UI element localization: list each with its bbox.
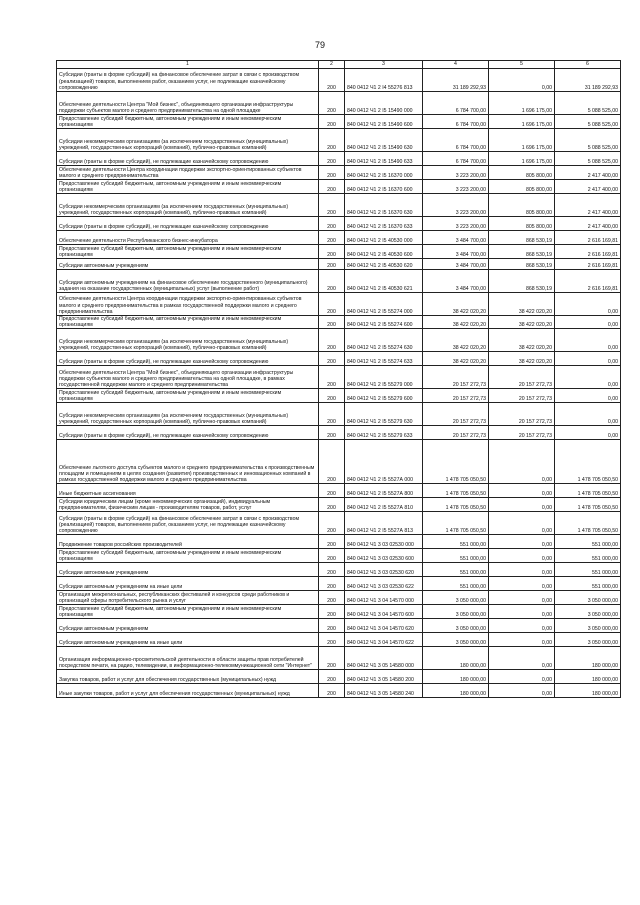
cell-c: 2 417 400,00	[555, 217, 621, 231]
cell-kbk: 840 0412 Ч1 2 I5 15490 600	[345, 115, 423, 129]
cell-c: 2 616 169,81	[555, 270, 621, 293]
cell-b: 805 800,00	[489, 217, 555, 231]
cell-b: 20 157 272,73	[489, 389, 555, 403]
cell-c: 2 616 169,81	[555, 245, 621, 259]
cell-code: 200	[319, 684, 345, 698]
cell-name: Организация информационно-просветительской деятельности в области защиты прав потребителей посредством печати, на радио, телевидении, в информационно-телекоммуникационной сети "Интернет"	[57, 647, 319, 670]
table-row	[57, 535, 621, 549]
cell-code: 200	[319, 352, 345, 366]
cell-c: 2 417 400,00	[555, 194, 621, 217]
cell-kbk: 840 0412 Ч1 3 03 02530 620	[345, 563, 423, 577]
cell-name: Субсидии автономным учреждениям	[57, 619, 319, 633]
cell-name: Субсидии (гранты в форме субсидий), не подлежащие казначейскому сопровождению	[57, 217, 319, 231]
cell-c: 5 088 525,00	[555, 92, 621, 115]
cell-kbk: 840 0412 Ч1 2 I5 55279 630	[345, 403, 423, 426]
cell-name: Субсидии автономным учреждениям на иные цели	[57, 577, 319, 591]
cell-b: 868 530,19	[489, 270, 555, 293]
cell-b: 0,00	[489, 633, 555, 647]
cell-b: 0,00	[489, 605, 555, 619]
cell-code: 200	[319, 217, 345, 231]
cell-a: 551 000,00	[423, 535, 489, 549]
cell-b: 0,00	[489, 591, 555, 605]
table-row	[57, 563, 621, 577]
cell-a: 551 000,00	[423, 577, 489, 591]
cell-a: 180 000,00	[423, 670, 489, 684]
cell-kbk: 840 0412 Ч1 2 I5 5527А 810	[345, 498, 423, 512]
table-row	[57, 647, 621, 670]
cell-name: Субсидии автономным учреждениям на иные цели	[57, 633, 319, 647]
cell-kbk: 840 0412 Ч1 2 I5 40530 621	[345, 270, 423, 293]
table-row	[57, 115, 621, 129]
cell-kbk: 840 0412 Ч1 2 I5 15490 630	[345, 129, 423, 152]
cell-code: 200	[319, 440, 345, 484]
cell-c: 0,00	[555, 389, 621, 403]
cell-name: Предоставление субсидий бюджетным, автономным учреждениям и иным некоммерческим организациям	[57, 605, 319, 619]
page-number: 79	[314, 40, 325, 50]
cell-b: 805 800,00	[489, 194, 555, 217]
cell-c: 0,00	[555, 366, 621, 389]
table-row	[57, 217, 621, 231]
cell-kbk: 840 0412 Ч1 2 I5 55279 600	[345, 389, 423, 403]
cell-c: 551 000,00	[555, 535, 621, 549]
cell-name: Иные бюджетные ассигнования	[57, 484, 319, 498]
cell-kbk: 840 0412 Ч1 3 04 14570 600	[345, 605, 423, 619]
cell-code: 200	[319, 366, 345, 389]
cell-a: 6 784 700,00	[423, 129, 489, 152]
cell-b: 20 157 272,73	[489, 426, 555, 440]
cell-a: 1 478 705 050,50	[423, 512, 489, 535]
cell-c: 2 616 169,81	[555, 259, 621, 270]
cell-kbk: 840 0412 Ч1 2 I5 55274 000	[345, 293, 423, 316]
cell-a: 1 478 705 050,50	[423, 440, 489, 484]
cell-code: 200	[319, 115, 345, 129]
cell-code: 200	[319, 563, 345, 577]
cell-b: 868 530,19	[489, 259, 555, 270]
cell-code: 200	[319, 647, 345, 670]
cell-a: 3 484 700,00	[423, 231, 489, 245]
cell-name: Обеспечение деятельности Центра координации поддержки экспортно-ориентированных субъектов малого и среднего предпринимательства в рамках государственной поддержки малого и среднего предпринимательства	[57, 293, 319, 316]
budget-table	[56, 60, 621, 698]
cell-name: Закупка товаров, работ и услуг для обеспечения государственных (муниципальных) нужд	[57, 670, 319, 684]
cell-kbk: 840 0412 Ч1 2 I5 55274 600	[345, 316, 423, 329]
cell-c: 2 417 400,00	[555, 180, 621, 194]
table-row	[57, 684, 621, 698]
table-row	[57, 152, 621, 166]
cell-code: 200	[319, 69, 345, 92]
column-number: 5	[489, 61, 555, 69]
cell-c: 1 478 705 050,50	[555, 440, 621, 484]
cell-name: Субсидии юридическим лицам (кроме некоммерческих организаций), индивидуальным предпринимателям, физическим лицам - производителям товаров, работ, услуг	[57, 498, 319, 512]
cell-code: 200	[319, 498, 345, 512]
table-row	[57, 194, 621, 217]
cell-c: 31 189 292,93	[555, 69, 621, 92]
cell-a: 38 422 020,20	[423, 293, 489, 316]
cell-code: 200	[319, 245, 345, 259]
cell-name: Субсидии некоммерческим организациям (за исключением государственных (муниципальных) учреждений, государственных корпораций (компаний), публично-правовых компаний)	[57, 403, 319, 426]
cell-c: 5 088 525,00	[555, 129, 621, 152]
cell-c: 2 417 400,00	[555, 166, 621, 180]
cell-a: 20 157 272,73	[423, 389, 489, 403]
cell-kbk: 840 0412 Ч1 3 05 14580 000	[345, 647, 423, 670]
cell-a: 6 784 700,00	[423, 115, 489, 129]
cell-b: 0,00	[489, 619, 555, 633]
cell-name: Субсидии (гранты в форме субсидий), не подлежащие казначейскому сопровождению	[57, 426, 319, 440]
table-row	[57, 605, 621, 619]
cell-name: Субсидии некоммерческим организациям (за исключением государственных (муниципальных) учреждений, государственных корпораций (компаний), публично-правовых компаний)	[57, 129, 319, 152]
table-row	[57, 512, 621, 535]
cell-name: Предоставление субсидий бюджетным, автономным учреждениям и иным некоммерческим организациям	[57, 389, 319, 403]
cell-b: 0,00	[489, 563, 555, 577]
cell-b: 805 800,00	[489, 180, 555, 194]
cell-name: Организация межрегиональных, республиканских фестивалей и конкурсов среди работников и организаций сферы потребительского рынка и услуг	[57, 591, 319, 605]
cell-name: Субсидии (гранты в форме субсидий) на финансовое обеспечение затрат в связи с производством (реализацией) товаров, выполнением работ, оказанием услуг, не подлежащие казначейскому сопровождению	[57, 69, 319, 92]
cell-b: 38 422 020,20	[489, 329, 555, 352]
cell-code: 200	[319, 270, 345, 293]
cell-kbk: 840 0412 Ч1 2 I5 16370 630	[345, 194, 423, 217]
cell-b: 0,00	[489, 512, 555, 535]
cell-b: 0,00	[489, 577, 555, 591]
cell-name: Субсидии (гранты в форме субсидий), не подлежащие казначейскому сопровождению	[57, 352, 319, 366]
cell-name: Предоставление субсидий бюджетным, автономным учреждениям и иным некоммерческим организациям	[57, 245, 319, 259]
cell-a: 20 157 272,73	[423, 403, 489, 426]
cell-name: Продвижение товаров российских производителей	[57, 535, 319, 549]
cell-code: 200	[319, 152, 345, 166]
cell-b: 20 157 272,73	[489, 403, 555, 426]
cell-kbk: 840 0412 Ч1 3 03 02530 622	[345, 577, 423, 591]
cell-c: 0,00	[555, 403, 621, 426]
cell-kbk: 840 0412 Ч1 2 I5 16370 000	[345, 166, 423, 180]
cell-name: Обеспечение деятельности Республиканского бизнес-инкубатора	[57, 231, 319, 245]
cell-name: Обеспечение деятельности Центра "Мой бизнес", объединяющего организации инфраструктуры поддержки субъектов малого и среднего предпринимательства на одной площадке, в рамках государственной поддержки малого и среднего предпринимательства	[57, 366, 319, 389]
cell-kbk: 840 0412 Ч1 3 03 02530 000	[345, 535, 423, 549]
cell-a: 3 223 200,00	[423, 217, 489, 231]
cell-a: 3 484 700,00	[423, 245, 489, 259]
cell-c: 180 000,00	[555, 647, 621, 670]
column-number: 1	[57, 61, 319, 69]
cell-kbk: 840 0412 Ч1 3 04 14570 622	[345, 633, 423, 647]
cell-kbk: 840 0412 Ч1 3 04 14570 620	[345, 619, 423, 633]
cell-c: 0,00	[555, 352, 621, 366]
cell-kbk: 840 0412 Ч1 2 I4 55276 813	[345, 69, 423, 92]
cell-c: 3 050 000,00	[555, 591, 621, 605]
cell-kbk: 840 0412 Ч1 3 05 14580 200	[345, 670, 423, 684]
cell-a: 1 478 705 050,50	[423, 498, 489, 512]
cell-b: 38 422 020,20	[489, 293, 555, 316]
cell-c: 1 478 705 050,50	[555, 512, 621, 535]
table-row	[57, 498, 621, 512]
cell-c: 0,00	[555, 316, 621, 329]
cell-c: 2 616 169,81	[555, 231, 621, 245]
cell-c: 0,00	[555, 426, 621, 440]
cell-a: 551 000,00	[423, 549, 489, 563]
cell-b: 0,00	[489, 670, 555, 684]
cell-b: 38 422 020,20	[489, 352, 555, 366]
cell-name: Предоставление субсидий бюджетным, автономным учреждениям и иным некоммерческим организациям	[57, 180, 319, 194]
cell-kbk: 840 0412 Ч1 2 I5 5527А 000	[345, 440, 423, 484]
table-row	[57, 484, 621, 498]
cell-kbk: 840 0412 Ч1 2 I5 40530 600	[345, 245, 423, 259]
table-row	[57, 670, 621, 684]
cell-b: 0,00	[489, 549, 555, 563]
cell-kbk: 840 0412 Ч1 2 I5 40530 620	[345, 259, 423, 270]
cell-a: 180 000,00	[423, 647, 489, 670]
cell-c: 5 088 525,00	[555, 152, 621, 166]
cell-c: 3 050 000,00	[555, 605, 621, 619]
cell-name: Обеспечение деятельности Центра координации поддержки экспортно-ориентированных субъектов малого и среднего предпринимательства	[57, 166, 319, 180]
cell-a: 180 000,00	[423, 684, 489, 698]
table-row	[57, 166, 621, 180]
cell-name: Субсидии автономным учреждениям	[57, 259, 319, 270]
cell-c: 551 000,00	[555, 577, 621, 591]
cell-b: 0,00	[489, 647, 555, 670]
cell-kbk: 840 0412 Ч1 2 I5 16370 633	[345, 217, 423, 231]
cell-a: 3 223 200,00	[423, 166, 489, 180]
cell-b: 805 800,00	[489, 166, 555, 180]
table-row	[57, 426, 621, 440]
cell-a: 3 050 000,00	[423, 633, 489, 647]
cell-code: 200	[319, 670, 345, 684]
cell-c: 0,00	[555, 329, 621, 352]
cell-code: 200	[319, 535, 345, 549]
cell-name: Субсидии автономным учреждениям на финансовое обеспечение государственного (муниципального) задания на оказание государственных (муниципальных) услуг (выполнение работ)	[57, 270, 319, 293]
cell-code: 200	[319, 577, 345, 591]
cell-a: 3 223 200,00	[423, 194, 489, 217]
cell-code: 200	[319, 316, 345, 329]
cell-code: 200	[319, 426, 345, 440]
cell-code: 200	[319, 591, 345, 605]
cell-code: 200	[319, 259, 345, 270]
cell-b: 0,00	[489, 535, 555, 549]
cell-c: 551 000,00	[555, 549, 621, 563]
table-row	[57, 92, 621, 115]
cell-b: 0,00	[489, 684, 555, 698]
cell-name: Обеспечение льготного доступа субъектов малого и среднего предпринимательства к производственным площадям и помещениям в целях создания (развития) производственных и инновационных компаний в рамках государственной поддержки малого и среднего предпринимательства	[57, 440, 319, 484]
cell-code: 200	[319, 329, 345, 352]
table-row	[57, 440, 621, 484]
table-row	[57, 591, 621, 605]
table-row	[57, 231, 621, 245]
table-row	[57, 352, 621, 366]
cell-kbk: 840 0412 Ч1 2 I5 55274 633	[345, 352, 423, 366]
column-number: 4	[423, 61, 489, 69]
cell-a: 6 784 700,00	[423, 152, 489, 166]
table-row	[57, 270, 621, 293]
table-row	[57, 69, 621, 92]
cell-a: 38 422 020,20	[423, 316, 489, 329]
cell-name: Обеспечение деятельности Центра "Мой бизнес", объединяющего организации инфраструктуры поддержки субъектов малого и среднего предпринимательства на одной площадке	[57, 92, 319, 115]
cell-kbk: 840 0412 Ч1 3 03 02530 600	[345, 549, 423, 563]
cell-kbk: 840 0412 Ч1 2 I5 5527А 813	[345, 512, 423, 535]
cell-name: Субсидии некоммерческим организациям (за исключением государственных (муниципальных) учреждений, государственных корпораций (компаний), публично-правовых компаний)	[57, 194, 319, 217]
cell-a: 38 422 020,20	[423, 352, 489, 366]
cell-a: 3 050 000,00	[423, 605, 489, 619]
cell-code: 200	[319, 129, 345, 152]
table-row	[57, 180, 621, 194]
table-row	[57, 403, 621, 426]
cell-code: 200	[319, 293, 345, 316]
cell-c: 180 000,00	[555, 684, 621, 698]
table-row	[57, 316, 621, 329]
cell-code: 200	[319, 619, 345, 633]
cell-c: 0,00	[555, 293, 621, 316]
cell-kbk: 840 0412 Ч1 2 I5 55279 633	[345, 426, 423, 440]
cell-name: Субсидии (гранты в форме субсидий) на финансовое обеспечение затрат в связи с производством (реализацией) товаров, выполнением работ, оказанием услуг, не подлежащие казначейскому сопровождению	[57, 512, 319, 535]
cell-a: 3 050 000,00	[423, 619, 489, 633]
cell-b: 1 696 175,00	[489, 115, 555, 129]
cell-b: 0,00	[489, 498, 555, 512]
cell-kbk: 840 0412 Ч1 2 I5 15490 633	[345, 152, 423, 166]
cell-a: 6 784 700,00	[423, 92, 489, 115]
table-row	[57, 633, 621, 647]
cell-c: 551 000,00	[555, 563, 621, 577]
cell-code: 200	[319, 512, 345, 535]
cell-code: 200	[319, 231, 345, 245]
cell-c: 1 478 705 050,50	[555, 498, 621, 512]
table-row	[57, 293, 621, 316]
cell-b: 1 696 175,00	[489, 92, 555, 115]
cell-a: 20 157 272,73	[423, 366, 489, 389]
cell-kbk: 840 0412 Ч1 2 I5 5527А 800	[345, 484, 423, 498]
table-row	[57, 329, 621, 352]
cell-kbk: 840 0412 Ч1 2 I5 55274 630	[345, 329, 423, 352]
table-row	[57, 129, 621, 152]
cell-kbk: 840 0412 Ч1 3 05 14580 240	[345, 684, 423, 698]
table-row	[57, 577, 621, 591]
cell-kbk: 840 0412 Ч1 2 I5 55279 000	[345, 366, 423, 389]
cell-a: 31 189 292,93	[423, 69, 489, 92]
cell-code: 200	[319, 389, 345, 403]
cell-b: 20 157 272,73	[489, 366, 555, 389]
cell-a: 38 422 020,20	[423, 329, 489, 352]
cell-name: Предоставление субсидий бюджетным, автономным учреждениям и иным некоммерческим организациям	[57, 316, 319, 329]
cell-kbk: 840 0412 Ч1 2 I5 15490 000	[345, 92, 423, 115]
cell-code: 200	[319, 180, 345, 194]
cell-code: 200	[319, 194, 345, 217]
table-row	[57, 245, 621, 259]
cell-name: Субсидии некоммерческим организациям (за исключением государственных (муниципальных) учреждений, государственных корпораций (компаний), публично-правовых компаний)	[57, 329, 319, 352]
cell-a: 3 484 700,00	[423, 270, 489, 293]
cell-c: 1 478 705 050,50	[555, 484, 621, 498]
cell-a: 20 157 272,73	[423, 426, 489, 440]
table-row	[57, 549, 621, 563]
cell-kbk: 840 0412 Ч1 2 I5 40530 000	[345, 231, 423, 245]
cell-b: 0,00	[489, 484, 555, 498]
table-row	[57, 366, 621, 389]
cell-kbk: 840 0412 Ч1 3 04 14570 000	[345, 591, 423, 605]
cell-a: 1 478 705 050,50	[423, 484, 489, 498]
cell-c: 180 000,00	[555, 670, 621, 684]
cell-name: Иные закупки товаров, работ и услуг для обеспечения государственных (муниципальных) нужд	[57, 684, 319, 698]
cell-name: Субсидии (гранты в форме субсидий), не подлежащие казначейскому сопровождению	[57, 152, 319, 166]
cell-code: 200	[319, 166, 345, 180]
table-row	[57, 259, 621, 270]
table-header-row	[57, 61, 621, 69]
cell-c: 3 050 000,00	[555, 619, 621, 633]
cell-code: 200	[319, 92, 345, 115]
cell-code: 200	[319, 633, 345, 647]
column-number: 3	[345, 61, 423, 69]
cell-name: Субсидии автономным учреждениям	[57, 563, 319, 577]
cell-b: 1 696 175,00	[489, 152, 555, 166]
cell-code: 200	[319, 605, 345, 619]
cell-code: 200	[319, 549, 345, 563]
cell-kbk: 840 0412 Ч1 2 I5 16370 600	[345, 180, 423, 194]
cell-name: Предоставление субсидий бюджетным, автономным учреждениям и иным некоммерческим организациям	[57, 549, 319, 563]
cell-a: 551 000,00	[423, 563, 489, 577]
cell-a: 3 484 700,00	[423, 259, 489, 270]
table-row	[57, 389, 621, 403]
cell-name: Предоставление субсидий бюджетным, автономным учреждениям и иным некоммерческим организациям	[57, 115, 319, 129]
cell-b: 0,00	[489, 69, 555, 92]
cell-b: 868 530,19	[489, 245, 555, 259]
cell-code: 200	[319, 484, 345, 498]
cell-c: 5 088 525,00	[555, 115, 621, 129]
cell-b: 868 530,19	[489, 231, 555, 245]
cell-a: 3 223 200,00	[423, 180, 489, 194]
cell-code: 200	[319, 403, 345, 426]
cell-c: 3 050 000,00	[555, 633, 621, 647]
column-number: 2	[319, 61, 345, 69]
column-number: 6	[555, 61, 621, 69]
cell-b: 38 422 020,20	[489, 316, 555, 329]
table-row	[57, 619, 621, 633]
cell-b: 0,00	[489, 440, 555, 484]
cell-b: 1 696 175,00	[489, 129, 555, 152]
cell-a: 3 050 000,00	[423, 591, 489, 605]
